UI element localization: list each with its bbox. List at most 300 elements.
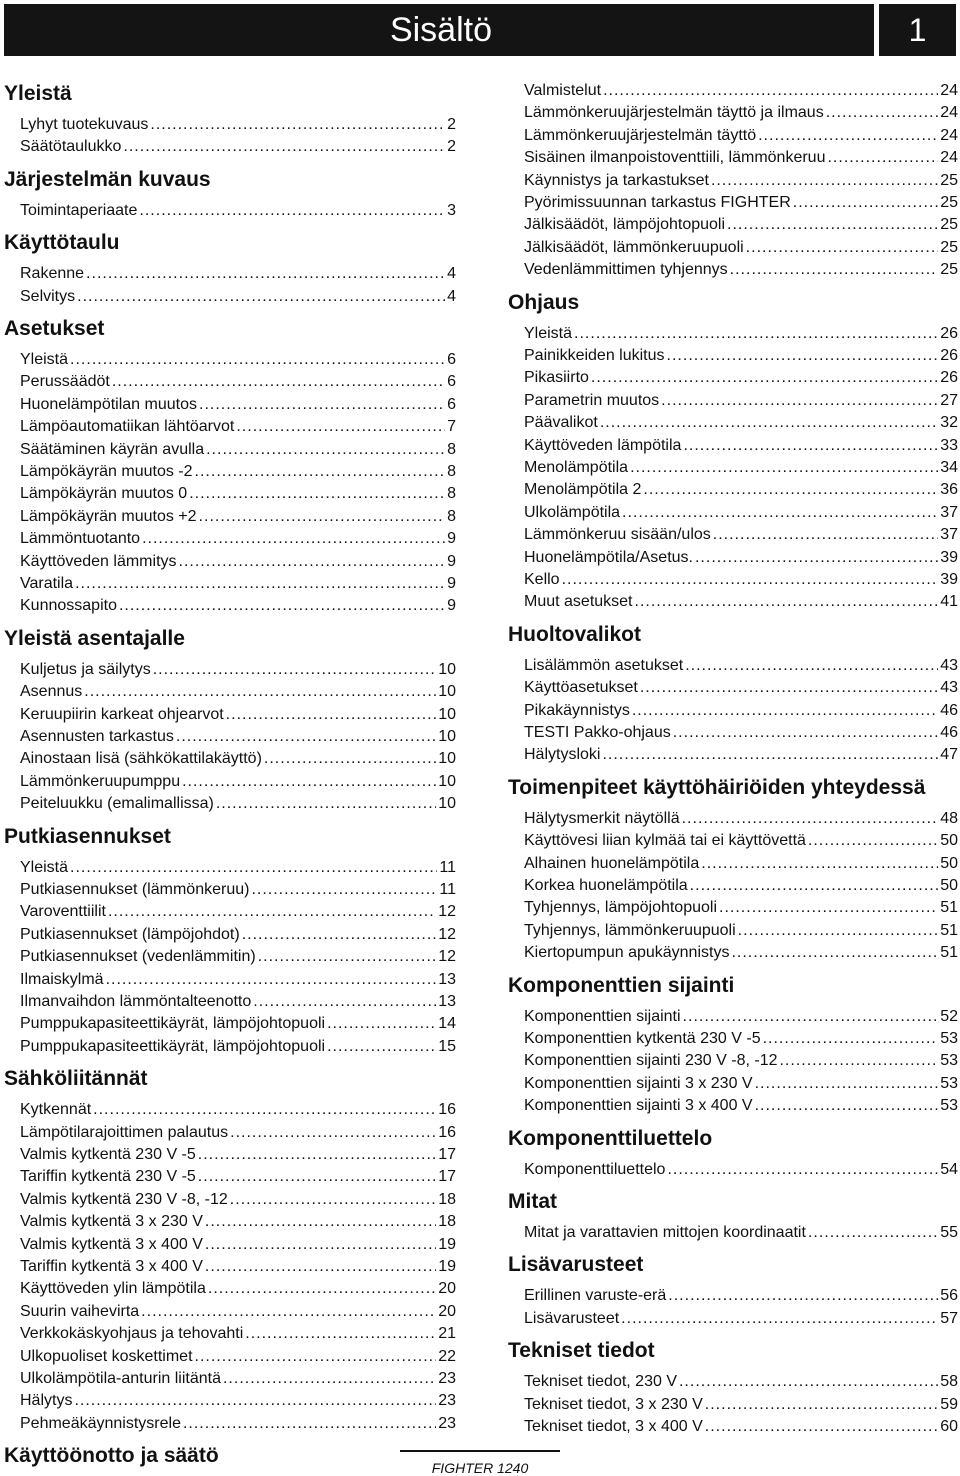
toc-entry-page: 8 [447,485,456,503]
section-heading: Yleistä [4,82,72,105]
toc-entry[interactable] [524,1030,958,1048]
toc-entry[interactable] [20,859,456,877]
dot-leader [574,325,938,343]
dot-leader [755,1075,939,1093]
toc-entry-title: Ilmanvaihdon lämmöntalteenotto [20,993,252,1010]
footer-model: FIGHTER 1240 [431,1460,529,1476]
toc-entry[interactable] [20,661,456,679]
toc-entry[interactable] [20,706,456,724]
toc-entry-page: 19 [438,1258,456,1275]
dot-leader [808,832,938,850]
dot-leader [119,597,445,615]
toc-entry-title: Yleistä [524,324,573,342]
toc-entry[interactable] [20,1348,456,1366]
toc-entry-title: Yleistä [20,858,69,876]
dot-leader [630,459,938,477]
dot-leader [727,216,938,234]
toc-entry-title: Komponenttien sijainti 3 x 400 V [524,1097,753,1115]
toc-entry-page: 37 [940,503,958,521]
toc-entry[interactable] [20,1101,456,1119]
section-heading: Komponenttien sijainti [508,973,735,997]
toc-entry[interactable] [524,104,958,122]
dot-leader [141,1303,436,1321]
dot-leader [205,1236,436,1254]
toc-entry[interactable] [20,881,456,899]
toc-entry-page: 10 [438,795,456,813]
toc-entry-page: 25 [940,261,958,279]
toc-entry-title: Käynnistys ja tarkastukset [524,171,709,189]
toc-entry[interactable] [20,1146,456,1164]
toc-entry-page: 25 [940,238,958,256]
toc-entry[interactable] [524,216,958,234]
dot-leader [746,239,939,257]
toc-entry-title: Huonelämpötila/Asetus. [524,548,693,566]
toc-entry-page: 23 [438,1370,456,1387]
toc-entry-title: Lämpötilarajoittimen palautus [20,1123,229,1141]
toc-entry-page: 50 [940,854,958,872]
toc-entry-title: Toimintaperiaate [20,201,138,219]
dot-leader [86,265,445,283]
dot-leader [621,1310,938,1328]
dot-leader [93,1101,436,1119]
toc-entry[interactable] [524,437,958,455]
toc-entry-title: Pikasiirto [524,369,589,387]
toc-entry[interactable] [524,571,958,589]
toc-entry-title: Lämmönkeruu sisään/ulos [524,526,711,544]
toc-entry-page: 12 [438,948,456,966]
toc-entry-page: 24 [940,82,958,99]
dot-leader [695,549,938,567]
toc-entry[interactable] [524,194,958,212]
toc-entry-page: 11 [439,881,456,898]
toc-entry-page: 32 [940,414,958,432]
toc-entry-title: Lämpöautomatiikan lähtöarvot [20,418,235,436]
toc-entry-page: 23 [438,1392,456,1410]
toc-entry-title: Valmistelut [524,82,602,99]
toc-entry[interactable] [20,1038,456,1056]
toc-entry[interactable] [524,239,958,257]
toc-entry-page: 2 [447,138,456,156]
toc-entry[interactable] [20,575,456,593]
toc-entry-page: 10 [438,750,456,768]
toc-entry-title: Kiertopumpun apukäynnistys [524,944,730,962]
toc-entry-title: Käyttöveden lämmitys [20,552,177,570]
dot-leader [731,944,938,962]
toc-entry-title: Sisäinen ilmanpoistoventtiili, lämmönkeruu [524,149,826,167]
toc-entry[interactable] [20,202,456,220]
dot-leader [738,922,939,940]
dot-leader [195,463,446,481]
toc-entry-page: 34 [940,459,958,476]
toc-entry-page: 10 [438,660,456,678]
toc-entry[interactable] [524,944,958,962]
toc-entry[interactable] [20,116,456,134]
toc-entry-title: Mitat ja varattavien mittojen koordinaatit [524,1224,806,1241]
toc-entry[interactable] [20,463,456,481]
toc-entry-page: 26 [940,324,958,342]
toc-entry[interactable] [20,396,456,414]
toc-entry-title: Putkiasennukset (vedenlämmitin) [20,948,256,966]
toc-entry-page: 56 [940,1287,958,1305]
toc-entry-page: 16 [438,1123,456,1141]
toc-entry-page: 8 [447,440,456,458]
dot-leader [112,373,445,391]
toc-entry[interactable] [524,855,958,873]
toc-entry[interactable] [524,82,958,100]
toc-entry-title: Vedenlämmittimen tyhjennys [524,261,728,279]
toc-entry-page: 23 [438,1414,456,1432]
toc-entry[interactable] [524,325,958,343]
toc-entry[interactable] [524,459,958,477]
toc-entry[interactable] [524,526,958,544]
toc-entry-title: Menolämpötila [524,459,629,476]
toc-entry-page: 51 [940,899,958,917]
dot-leader [208,1280,436,1298]
toc-entry-title: Putkiasennukset (lämmönkeruu) [20,881,250,898]
toc-entry-page: 16 [438,1101,456,1119]
toc-entry-page: 27 [940,391,958,409]
toc-entry[interactable] [20,750,456,768]
toc-entry-page: 18 [438,1213,456,1231]
dot-leader [827,149,938,167]
toc-entry-title: Putkiasennukset (lämpöjohdot) [20,925,240,943]
toc-entry[interactable] [524,481,958,499]
toc-entry[interactable] [524,1052,958,1070]
toc-entry-title: TESTI Pakko-ohjaus [524,724,671,741]
toc-entry[interactable] [524,261,958,279]
dot-leader [667,347,939,365]
toc-entry[interactable] [20,1370,456,1388]
toc-entry-page: 47 [940,746,958,764]
toc-entry-title: Ilmaiskylmä [20,970,104,988]
toc-entry-title: Pumppukapasiteettikäyrät, lämpöjohtopuoli [20,1015,326,1033]
toc-entry-page: 57 [940,1309,958,1327]
toc-entry-title: Kello [524,571,560,588]
toc-entry-page: 24 [940,104,958,122]
toc-entry-page: 12 [438,903,456,921]
page-number: 1 [879,4,956,56]
toc-entry-title: Yleistä [20,351,69,368]
toc-entry[interactable] [524,593,958,611]
toc-entry-page: 17 [438,1168,456,1186]
toc-entry-title: Keruupiirin karkeat ohjearvot [20,705,224,723]
toc-entry[interactable] [20,508,456,526]
toc-entry-page: 14 [438,1015,456,1033]
page-title: Sisältö [389,11,492,49]
dot-leader [635,593,939,611]
toc-entry[interactable] [20,1392,456,1410]
toc-entry[interactable] [20,373,456,391]
toc-entry[interactable] [524,1097,958,1115]
toc-entry[interactable] [524,127,958,145]
toc-entry-title: Pyörimissuunnan tarkastus FIGHTER [524,194,791,211]
toc-entry[interactable] [524,702,958,720]
toc-entry[interactable] [20,926,456,944]
toc-entry[interactable] [524,899,958,917]
dot-leader [826,104,939,122]
toc-entry-page: 20 [438,1280,456,1298]
toc-entry-title: Pehmeäkäynnistysrele [20,1414,181,1432]
toc-entry-title: Säätäminen käyrän avulla [20,440,205,458]
toc-entry[interactable] [524,810,958,828]
toc-entry-title: Ainostaan lisä (sähkökattilakäyttö) [20,750,262,768]
dot-leader [251,881,437,899]
dot-leader [245,1325,436,1343]
toc-entry-title: Pumppukapasiteettikäyrät, lämpöjohtopuoli [20,1037,326,1055]
toc-entry-page: 46 [940,701,958,719]
toc-entry-title: Jälkisäädöt, lämpöjohtopuoli [524,216,726,234]
toc-entry[interactable] [20,1124,456,1142]
toc-entry-title: Lämmöntuotanto [20,530,141,548]
toc-entry[interactable] [20,683,456,701]
dot-leader [755,1097,939,1115]
toc-entry-title: Tariffin kytkentä 230 V -5 [20,1168,196,1186]
dot-leader [640,679,938,697]
toc-entry[interactable] [524,1161,958,1179]
toc-entry[interactable] [20,728,456,746]
toc-entry[interactable] [524,1418,958,1436]
dot-leader [84,683,436,701]
toc-entry[interactable] [20,773,456,791]
toc-entry-title: Lisälämmön asetukset [524,656,684,674]
toc-entry-page: 37 [940,526,958,544]
toc-entry-page: 3 [447,201,456,219]
toc-entry-title: Lisävarusteet [524,1309,620,1327]
toc-entry[interactable] [20,553,456,571]
toc-entry-title: Tekniset tiedot, 3 x 400 V [524,1418,703,1435]
toc-entry-page: 33 [940,436,958,454]
dot-leader [705,1396,938,1414]
toc-entry[interactable] [524,1310,958,1328]
toc-entry[interactable] [524,149,958,167]
toc-entry-title: Muut asetukset [524,593,633,611]
dot-leader [205,1213,436,1231]
toc-entry[interactable] [20,948,456,966]
toc-entry-page: 9 [447,575,456,592]
toc-entry[interactable] [524,347,958,365]
dot-leader [195,1348,437,1366]
toc-entry[interactable] [20,971,456,989]
toc-entry-page: 39 [940,571,958,588]
dot-leader [205,1258,436,1276]
toc-entry-title: Säätötaulukko [20,138,122,156]
toc-entry[interactable] [524,922,958,940]
toc-entry-title: Tekniset tiedot, 3 x 230 V [524,1395,703,1413]
toc-entry[interactable] [524,1075,958,1093]
toc-entry[interactable] [20,418,456,436]
toc-entry-page: 26 [940,347,958,364]
toc-entry-page: 7 [447,418,456,436]
toc-entry[interactable] [524,1008,958,1026]
toc-entry[interactable] [20,288,456,306]
toc-entry-title: Pikakäynnistys [524,701,630,719]
dot-leader [701,855,938,873]
toc-entry-page: 50 [940,877,958,894]
toc-entry-page: 24 [940,149,958,167]
dot-leader [264,750,436,768]
toc-entry-title: Valmis kytkentä 3 x 230 V [20,1213,203,1231]
toc-entry[interactable] [20,441,456,459]
toc-entry-title: Tyhjennys, lämmönkeruupuoli [524,921,736,939]
dot-leader [223,1370,436,1388]
toc-entry[interactable] [524,1287,958,1305]
toc-entry[interactable] [20,795,456,813]
dot-leader [793,194,938,212]
toc-entry-page: 51 [940,944,958,962]
toc-entry-title: Lyhyt tuotekuvaus [20,116,149,133]
toc-entry[interactable] [20,993,456,1011]
toc-entry-title: Selvitys [20,287,76,305]
dot-leader [242,926,437,944]
toc-entry-page: 9 [447,530,456,548]
dot-leader [327,1015,436,1033]
toc-entry-title: Komponenttien sijainti 230 V -8, -12 [524,1052,778,1070]
toc-entry[interactable] [20,1015,456,1033]
dot-leader [673,724,938,742]
dot-leader [685,657,938,675]
toc-entry-page: 25 [940,171,958,189]
toc-entry[interactable] [524,1373,958,1391]
toc-entry-title: Erillinen varuste-erä [524,1287,667,1305]
toc-entry[interactable] [524,414,958,432]
dot-leader [216,795,436,813]
toc-entry[interactable] [20,1303,456,1321]
section-heading: Yleistä asentajalle [4,626,185,650]
dot-leader [705,1418,938,1436]
toc-entry-page: 15 [438,1037,456,1055]
section-heading: Tekniset tiedot [508,1339,655,1363]
toc-entry-title: Verkkokäskyohjaus ja tehovahti [20,1325,244,1343]
toc-entry-page: 25 [940,216,958,234]
dot-leader [758,127,938,145]
dot-leader [176,728,436,746]
dot-leader [70,859,437,877]
toc-entry[interactable] [20,351,456,369]
toc-entry[interactable] [20,265,456,283]
toc-entry[interactable] [524,504,958,522]
dot-leader [153,661,436,679]
toc-entry-page: 48 [940,809,958,827]
toc-entry[interactable] [524,832,958,850]
toc-entry[interactable] [524,657,958,675]
toc-entry[interactable] [524,392,958,410]
dot-leader [236,418,445,436]
toc-entry[interactable] [20,1325,456,1343]
dot-leader [74,1392,436,1410]
dot-leader [643,481,938,499]
toc-entry[interactable] [524,877,958,895]
toc-entry-title: Lämmönkeruupumppu [20,772,181,790]
toc-entry[interactable] [524,1224,958,1242]
toc-entry-page: 51 [940,921,958,939]
dot-leader [668,1287,938,1305]
toc-entry[interactable] [20,485,456,503]
toc-entry-page: 9 [447,597,456,615]
toc-entry-title: Komponenttien sijainti [524,1007,681,1025]
toc-entry-page: 9 [447,552,456,570]
dot-leader [690,877,939,895]
toc-entry-page: 10 [438,705,456,723]
toc-entry[interactable] [20,1258,456,1276]
toc-entry-title: Tyhjennys, lämpöjohtopuoli [524,899,718,917]
toc-entry[interactable] [524,679,958,697]
toc-entry-title: Valmis kytkentä 230 V -8, -12 [20,1190,228,1208]
section-heading: Käyttötaulu [4,231,120,255]
toc-entry-page: 46 [940,724,958,741]
toc-entry-page: 39 [940,548,958,566]
toc-entry-page: 19 [438,1235,456,1253]
toc-entry-title: Ulkopuoliset koskettimet [20,1347,193,1365]
toc-entry[interactable] [524,549,958,567]
toc-entry-page: 41 [940,593,958,611]
toc-entry-title: Lämpökäyrän muutos +2 [20,507,197,525]
toc-entry[interactable] [20,1236,456,1254]
toc-entry-title: Parametrin muutos [524,391,660,409]
dot-leader [679,1373,938,1391]
toc-entry-title: Huonelämpötilan muutos [20,395,197,413]
toc-entry[interactable] [20,1280,456,1298]
section-heading: Sähköliitännät [4,1067,148,1091]
toc-entry-page: 22 [438,1347,456,1365]
toc-entry[interactable] [524,724,958,742]
toc-entry-page: 8 [447,463,456,480]
toc-entry-title: Varoventtiilit [20,903,106,921]
toc-entry-page: 21 [438,1325,456,1343]
toc-entry-title: Hälytysloki [524,746,601,764]
toc-entry[interactable] [20,1415,456,1433]
footer [400,1450,560,1474]
toc-entry-page: 58 [940,1373,958,1391]
toc-entry-page: 43 [940,679,958,697]
toc-entry[interactable] [20,530,456,548]
section-heading: Asetukset [4,317,105,340]
toc-entry-page: 10 [438,683,456,701]
dot-leader [199,508,446,526]
toc-entry[interactable] [524,369,958,387]
dot-leader [779,1052,938,1070]
toc-entry[interactable] [20,1191,456,1209]
toc-entry-title: Lämpökäyrän muutos -2 [20,463,193,480]
toc-entry-title: Ulkolämpötila-anturin liitäntä [20,1370,221,1387]
toc-entry-page: 53 [940,1030,958,1047]
toc-entry-title: Perussäädöt [20,373,110,391]
toc-entry-title: Hälytys [20,1392,73,1410]
section-heading: Mitat [508,1190,557,1213]
toc-entry[interactable] [20,903,456,921]
dot-leader [77,288,445,306]
section-heading: Lisävarusteet [508,1253,644,1277]
toc-entry-title: Suurin vaihevirta [20,1302,140,1320]
toc-entry[interactable] [524,1396,958,1414]
toc-entry[interactable] [20,1213,456,1231]
toc-entry[interactable] [524,172,958,190]
dot-leader [327,1038,436,1056]
dot-leader [226,706,437,724]
section-heading: Ohjaus [508,290,580,314]
dot-leader [150,116,445,134]
toc-entry[interactable] [20,597,456,615]
dot-leader [711,172,938,190]
toc-entry-title: Ulkolämpötila [524,503,621,521]
toc-entry[interactable] [20,138,456,156]
toc-entry-title: Korkea huonelämpötila [524,877,688,894]
toc-entry[interactable] [20,1168,456,1186]
dot-leader [183,1415,436,1433]
section-heading: Järjestelmän kuvaus [4,167,211,191]
toc-entry-page: 6 [447,351,456,368]
toc-entry[interactable] [524,746,958,764]
toc-entry-title: Komponenttien kytkentä 230 V -5 [524,1030,761,1047]
